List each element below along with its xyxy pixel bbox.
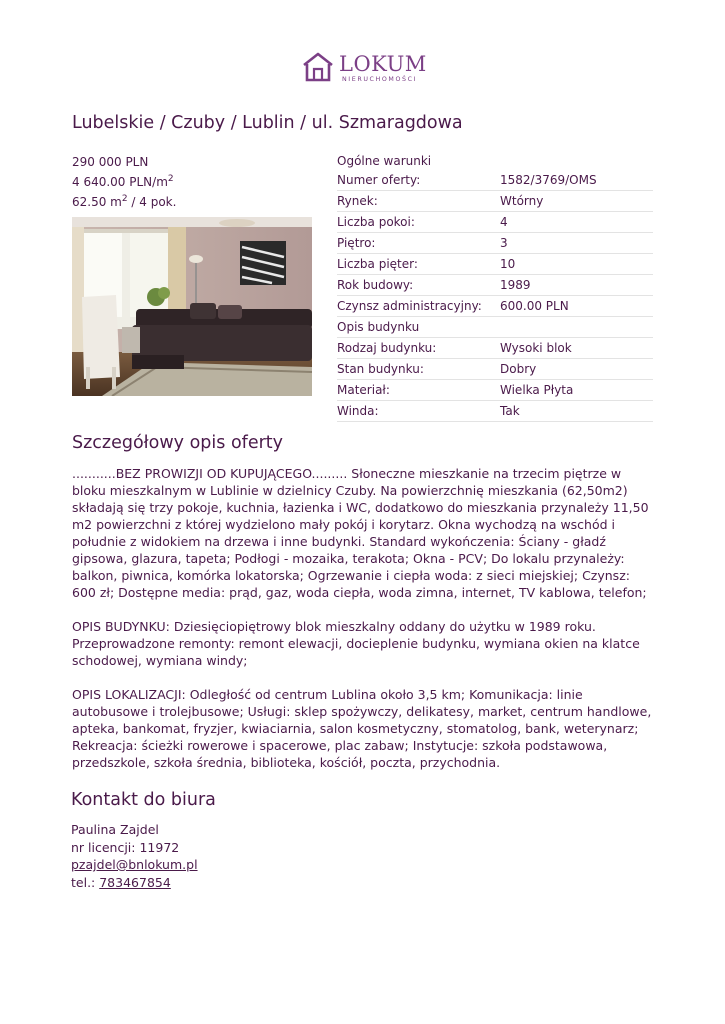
brand-subtitle: NIERUCHOMOŚCI [342,76,418,83]
price: 290 000 PLN [72,155,149,169]
params-heading: Ogólne warunki [337,154,432,168]
param-value: 4 [500,215,508,229]
param-value: Wtórny [500,194,544,208]
price-block [72,152,176,212]
apartment-photo [72,217,312,396]
contact-title: Kontakt do biura [71,790,216,810]
param-label: Winda: [337,404,379,418]
contact-block [71,821,198,891]
param-label: Numer oferty: [337,173,421,187]
contact-license: nr licencji: 11972 [71,839,180,855]
param-row [337,233,653,254]
param-value: Wielka Płyta [500,383,574,397]
param-row [337,212,653,233]
brand-name: LOKUM [339,52,427,76]
price-per-m2: 4 640.00 PLN/$m^2$ [72,174,174,189]
param-value: 1989 [500,278,531,292]
param-row [337,254,653,275]
contact-name: Paulina Zajdel [71,822,159,837]
param-label: Rok budowy: [337,278,414,292]
param-row [337,338,653,359]
param-row [337,380,653,401]
description-paragraph: OPIS LOKALIZACJI: Odległość od centrum Lublina około 3,5 km; Komunikacja: linie autobusowe i trolejbusowe; Usługi: sklep spożywczy, delikatesy, market, centrum handlowe, apteka, bankomat, fryzjer, kwiaciarnia, salon kosmetyczny, stomatolog, bank, weterynarz; Rekreacja: ścieżki rowerowe i spacerowe, plac zabaw; Instytucje: szkoła podstawowa, przedszkole, szkoła średnia, biblioteka, kościół, poczta, przychodnia. [72,687,652,770]
param-row [337,170,653,191]
contact-phone: tel.: 783467854 [71,874,171,890]
param-row [337,401,653,422]
param-value: 3 [500,236,508,250]
listing-address: Lubelskie / Czuby / Lublin / ul. Szmaragdowa [72,113,463,133]
param-value: 10 [500,257,516,271]
param-value: Dobry [500,362,537,376]
param-value: Tak [500,404,520,418]
param-value [500,317,653,337]
description-paragraph: ...........BEZ PROWIZJI OD KUPUJĄCEGO......... Słoneczne mieszkanie na trzecim piętrze w bloku mieszkalnym w Lublinie w dzielnicy Czuby. Na powierzchnię mieszkania (62,50m2) składają się trzy pokoje, kuchnia, łazienka i WC, dodatkowo do mieszkania przynależy 11,50 m2 powierzchni z której wydzielono mały pokój i korytarz. Okna wychodzą na wschód i południe z widokiem na drzewa i inne budynki. Standard wykończenia: Ściany - gładź gipsowa, glazura, tapeta; Podłogi - mozaika, terakota; Okna - PCV; Do lokalu przynależy: balkon, piwnica, komórka lokatorska; Ogrzewanie i ciepła woda: z sieci miejskiej; Czynsz: 600 zł; Dostępne media: prąd, gaz, woda ciepła, woda zimna, internet, TV kablowa, telefon; [72,466,649,600]
description-title: Szczegółowy opis oferty [72,433,283,453]
param-label: Materiał: [337,383,390,397]
param-label: Liczba pięter: [337,257,418,271]
param-label: Czynsz administracyjny: [337,299,482,313]
description-body [72,465,652,788]
param-row [337,296,653,317]
param-label: Stan budynku: [337,362,424,376]
param-label: Opis budynku [337,320,420,334]
house-logo-icon [302,52,334,82]
param-row [337,275,653,296]
param-value: 1582/3769/OMS [500,173,597,187]
parameters-table [337,152,653,422]
contact-email-link[interactable]: pzajdel@bnlokum.pl [71,857,198,872]
param-value: 600.00 PLN [500,299,569,313]
param-value: Wysoki blok [500,341,572,355]
param-row [337,317,653,338]
area-rooms: 62.50 $m^2 / 4$ pok. [72,194,177,209]
contact-phone-link[interactable]: 783467854 [99,874,171,890]
param-label: Rodzaj budynku: [337,341,437,355]
description-paragraph: OPIS BUDYNKU: Dziesięciopiętrowy blok mieszkalny oddany do użytku w 1989 roku. Przeprowadzone remonty: remont elewacji, docieplenie budynku, wymiana okien na klatce schodowej, wymiana windy; [72,619,640,668]
param-row [337,359,653,380]
param-label: Liczba pokoi: [337,215,415,229]
param-label: Piętro: [337,236,376,250]
param-label: Rynek: [337,194,378,208]
lokum-logo [302,52,427,86]
param-row [337,191,653,212]
